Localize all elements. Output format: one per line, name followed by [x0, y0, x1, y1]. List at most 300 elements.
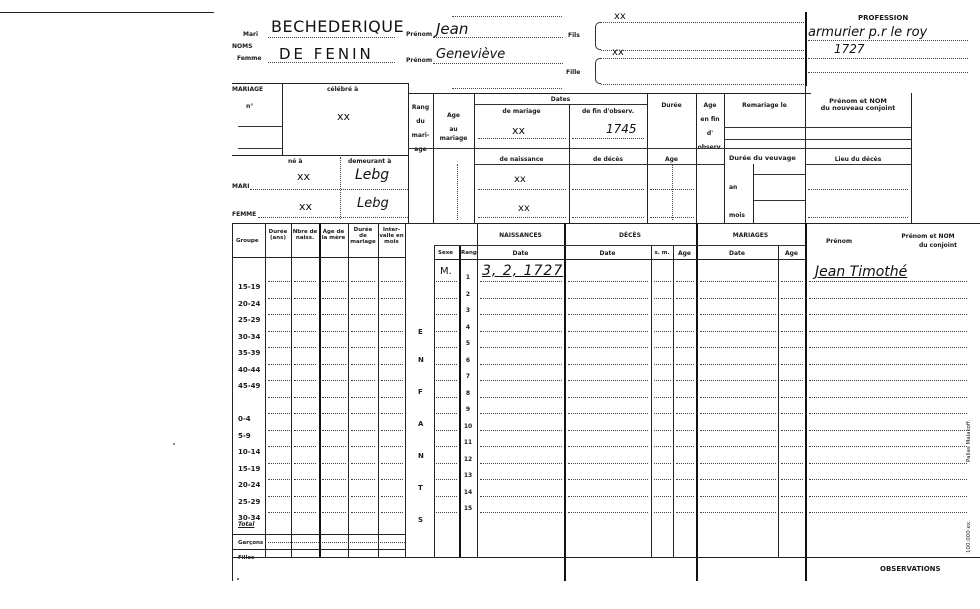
naissance-line	[480, 512, 562, 513]
femme-age-line	[650, 217, 694, 218]
deces-age-line	[676, 281, 694, 282]
group-label: 45-49	[238, 382, 261, 390]
cell-line	[322, 380, 346, 381]
col-sm	[651, 245, 652, 557]
remariage-col-line	[724, 93, 725, 223]
sexe-line	[436, 463, 457, 464]
cell-line	[381, 463, 403, 464]
deces-age-line	[676, 463, 694, 464]
mari-prenom-line	[433, 37, 563, 38]
profession-line-2	[808, 58, 968, 59]
numero-line-1	[238, 126, 282, 127]
femme-deces-line	[572, 217, 644, 218]
group-label: 20-24	[238, 481, 261, 489]
deces-line	[568, 314, 648, 315]
fille-bracket	[595, 58, 601, 84]
mariage-date-line	[700, 314, 776, 315]
mariage-age-line	[781, 512, 803, 513]
mariage-date-line	[700, 331, 776, 332]
fille-label: Fille	[566, 69, 581, 76]
cell-line	[381, 512, 403, 513]
deces-line	[568, 347, 648, 348]
deces-age-line	[676, 298, 694, 299]
profession-year: 1727	[834, 42, 865, 56]
naissance-line	[480, 463, 562, 464]
cell-line	[381, 413, 403, 414]
naissances-sub-rule	[434, 245, 564, 246]
cell-line	[294, 364, 316, 365]
children-top-rule	[232, 223, 980, 224]
cell-line	[268, 463, 290, 464]
mariage-top-rule	[232, 83, 408, 84]
duree-label: Durée	[661, 102, 682, 109]
sexe-line	[436, 281, 457, 282]
cell-line	[268, 446, 290, 447]
naissances-label: NAISSANCES	[499, 232, 542, 239]
duree-veuvage-label: Durée du veuvage	[729, 154, 796, 162]
mariage-date-line	[700, 413, 776, 414]
age-dotted-separator	[457, 164, 458, 220]
group-label: 40-44	[238, 365, 261, 374]
cell-line	[381, 446, 403, 447]
col-naissance-date	[477, 223, 478, 557]
rang-l1: Rang	[411, 104, 430, 111]
cell-line	[351, 347, 375, 348]
cell-line	[294, 298, 316, 299]
cell-line	[381, 364, 403, 365]
deces-age-line	[676, 512, 694, 513]
col-nbre	[291, 223, 292, 557]
enfants-letter: N	[418, 356, 424, 364]
sm-line	[654, 496, 671, 497]
cell-line	[268, 430, 290, 431]
pc-l1: Prénom et NOM	[901, 233, 955, 240]
fils-line-2	[601, 50, 804, 51]
deces-line	[568, 430, 648, 431]
cell-line	[351, 413, 375, 414]
pc-l2: du conjoint	[919, 242, 957, 249]
enfants-letter: S	[418, 516, 424, 524]
femme-naissance-value: xx	[518, 203, 530, 214]
deces-age-line	[676, 331, 694, 332]
group-label: 30-34	[238, 332, 261, 341]
cell-line	[322, 281, 346, 282]
mariage-age-line	[781, 446, 803, 447]
stray-dot	[173, 443, 175, 445]
rank-number: 3	[465, 307, 471, 314]
mariage-age-line	[781, 347, 803, 348]
mariage-age-line	[781, 364, 803, 365]
cell-line	[294, 380, 316, 381]
conjoint-divider	[805, 223, 807, 581]
mariage-date-line	[700, 364, 776, 365]
conjoint-line-1	[805, 127, 911, 128]
fille-mark: xx	[612, 47, 624, 58]
sexe-line	[436, 347, 457, 348]
mariage-date-line	[700, 281, 776, 282]
sm-line	[654, 298, 671, 299]
mari-row-line	[250, 189, 408, 190]
left-border	[232, 223, 233, 581]
cell-line	[294, 347, 316, 348]
date-mariage-line	[478, 138, 566, 139]
lieu-sub-rule	[805, 164, 911, 165]
da-l2: (ans)	[270, 235, 286, 241]
cell-line	[268, 298, 290, 299]
mariage-age-line	[781, 479, 803, 480]
mariage-age-line	[781, 298, 803, 299]
deces-age-label: Age	[677, 250, 691, 257]
sexe-line	[436, 298, 457, 299]
deces-line	[568, 413, 648, 414]
cell-line	[381, 380, 403, 381]
cell-line	[294, 281, 316, 282]
nn-l2: naiss.	[295, 235, 315, 241]
fille-line-1	[601, 58, 804, 59]
naissance-line	[480, 496, 562, 497]
profession-line-1	[808, 40, 968, 41]
age-l3: mariage	[439, 135, 468, 142]
mariages-label: MARIAGES	[732, 232, 769, 239]
deces-date-label: Date	[599, 250, 616, 257]
naissance-line	[480, 397, 562, 398]
rang-mariage-label	[408, 104, 433, 153]
group-label: 0-4	[238, 415, 251, 423]
printer-credit: Pallas Malakoff.	[966, 419, 972, 462]
sm-line	[654, 413, 671, 414]
top-left-rule	[0, 12, 214, 13]
naissance-line	[480, 314, 562, 315]
deces-age-line	[676, 479, 694, 480]
group-label: 10-14	[238, 448, 261, 456]
rank-number: 15	[463, 505, 473, 512]
cell-line	[322, 430, 346, 431]
cell-line	[351, 397, 375, 398]
mariage-date-line	[700, 298, 776, 299]
am-l2: la mère	[321, 235, 346, 241]
sm-label: s. m.	[654, 250, 670, 256]
cell-line	[322, 496, 346, 497]
cell-line	[268, 347, 290, 348]
rank-number: 8	[465, 389, 471, 397]
veuvage-line-2	[753, 200, 805, 201]
rank-number: 1	[465, 274, 471, 281]
sexe-line	[436, 331, 457, 332]
rang-label: Rang	[461, 250, 477, 256]
cell-line	[268, 331, 290, 332]
conjoint-line	[809, 331, 967, 332]
de-deces-label: de décès	[592, 156, 623, 163]
rank-number: 10	[463, 422, 473, 430]
print-run: 100.000 ex.	[966, 520, 972, 553]
cell-line	[381, 347, 403, 348]
cell-line	[322, 413, 346, 414]
fin-observ-line	[572, 138, 644, 139]
femme-prenom-value: Geneviève	[436, 47, 506, 62]
femme-demeurant-value: Lebg	[357, 196, 389, 211]
prenom-nom-nouveau-conjoint-label	[805, 98, 911, 112]
naissance-line	[480, 479, 562, 480]
demeurant-label: demeurant à	[348, 158, 392, 165]
mari-label: Mari	[243, 31, 259, 38]
cell-line	[351, 314, 375, 315]
cell-line	[351, 463, 375, 464]
sexe-line	[436, 413, 457, 414]
mari-demeurant-value: Lebg	[355, 167, 390, 183]
cell-line	[322, 331, 346, 332]
enfants-letter: A	[418, 420, 424, 428]
an-label: an	[729, 184, 738, 191]
femme-prenom-label: Prénom	[406, 57, 433, 64]
cell-line	[268, 397, 290, 398]
nn-l1: Nbre de	[292, 229, 318, 235]
dm-l2: de	[359, 233, 367, 239]
mari-prenom-value: Jean	[436, 20, 469, 38]
rank-number: 12	[463, 455, 473, 463]
mariage-date-line	[700, 380, 776, 381]
cell-line	[351, 496, 375, 497]
cell-line	[294, 331, 316, 332]
veuvage-line-1	[753, 174, 805, 175]
cell-line	[351, 331, 375, 332]
conjoint-line-2	[805, 139, 911, 140]
deces-sub-rule	[564, 245, 805, 246]
mariage-age-line	[781, 496, 803, 497]
deces-divider	[564, 223, 566, 581]
cell-line	[322, 479, 346, 480]
mariages-divider	[696, 223, 698, 581]
deces-line	[568, 479, 648, 480]
conjoint-line	[809, 479, 967, 480]
iv-l2: valle en	[379, 233, 404, 239]
prenom-nom-conjoint-label	[880, 233, 976, 249]
cell-line	[268, 479, 290, 480]
rank-number: 6	[465, 356, 471, 364]
cell-line	[322, 512, 346, 513]
sm-line	[654, 397, 671, 398]
sexe-line	[436, 314, 457, 315]
rank-number: 14	[463, 488, 473, 496]
deces-line	[568, 463, 648, 464]
femme-row-line	[258, 217, 408, 218]
cell-line	[294, 413, 316, 414]
sm-line	[654, 281, 671, 282]
enfants-letter: F	[418, 388, 423, 396]
col-age-mere	[319, 223, 321, 557]
prenom-label: Prénom	[826, 238, 853, 245]
naissance-sub-rule	[474, 164, 725, 165]
profession-line-3	[808, 72, 968, 73]
rank-number: 2	[465, 290, 471, 298]
lieu-line-2	[808, 217, 908, 218]
cell-line	[381, 281, 403, 282]
mari-row-label: MARI	[232, 183, 250, 190]
mariage-label: MARIAGE	[232, 86, 264, 93]
group-label: 35-39	[238, 349, 261, 357]
cell-line	[322, 397, 346, 398]
col-mariages-age	[778, 245, 779, 557]
cell-line	[294, 479, 316, 480]
col-deces-age	[673, 245, 674, 557]
naissance-line	[480, 298, 562, 299]
mariage-col-1	[282, 83, 283, 155]
cell-line	[294, 397, 316, 398]
fille-line-2	[601, 84, 804, 85]
iv-l1: Inter-	[382, 227, 401, 233]
child1-sexe: M.	[440, 266, 452, 277]
sexe-line	[436, 496, 457, 497]
age-deces-label: Age	[664, 156, 678, 163]
mari-nom-value: BECHEDERIQUE	[271, 17, 405, 36]
naissance-line	[480, 446, 562, 447]
conjoint-line	[809, 496, 967, 497]
cell-line	[294, 430, 316, 431]
deces-age-line	[676, 496, 694, 497]
cell-line	[294, 463, 316, 464]
col-sexe	[434, 245, 435, 557]
deces-line	[568, 380, 648, 381]
noms-label: NOMS	[232, 43, 253, 50]
right-outer-line	[911, 93, 912, 223]
mid-dotted-line	[452, 88, 562, 89]
cell-line	[294, 496, 316, 497]
iv-l3: mois	[384, 239, 399, 245]
sm-line	[654, 331, 671, 332]
am-l1: Age de	[322, 229, 345, 235]
mari-age-line	[650, 189, 694, 190]
profession-value: armurier p.r le roy	[808, 25, 928, 40]
remariage-line-1	[724, 127, 805, 128]
sm-line	[654, 347, 671, 348]
da-l1: Durée	[268, 229, 288, 235]
rang-l2: du	[416, 118, 425, 125]
mari-prenom-label: Prénom	[406, 31, 433, 38]
deces-line	[568, 281, 648, 282]
nbre-naiss-label	[291, 229, 319, 241]
femme-prenom-line	[433, 63, 563, 64]
group-label: 20-24	[238, 299, 261, 308]
femme-nom-line	[268, 62, 395, 63]
mariage-age-line	[781, 463, 803, 464]
lieu-deces-label: Lieu du décès	[834, 156, 882, 163]
ne-a-top-rule	[232, 155, 408, 156]
cell-line	[322, 364, 346, 365]
col-intervalle	[378, 223, 379, 557]
rank-number: 4	[465, 323, 471, 331]
cell-line	[268, 413, 290, 414]
mariage-age-line	[781, 331, 803, 332]
mois-label: mois	[729, 212, 746, 219]
mariage-date-line	[700, 397, 776, 398]
mari-naissance-line	[478, 189, 566, 190]
cell-line	[381, 314, 403, 315]
deces-age-line	[676, 413, 694, 414]
sexe-line	[436, 364, 457, 365]
sexe-line	[436, 397, 457, 398]
deces-age-line	[676, 364, 694, 365]
date-mariage-value: xx	[512, 124, 526, 137]
mariage-date-line	[700, 512, 776, 513]
numero-line-2	[238, 148, 282, 149]
naissance-line	[480, 413, 562, 414]
dm-l1: Durée	[353, 227, 373, 233]
dates-top-rule	[408, 93, 811, 94]
cell-line	[381, 397, 403, 398]
cell-line	[381, 298, 403, 299]
group-label: 25-29	[238, 316, 261, 324]
conjoint-line	[809, 314, 967, 315]
cell-line	[351, 364, 375, 365]
deces-line	[568, 397, 648, 398]
deces-age-line	[676, 380, 694, 381]
conjoint-line	[809, 463, 967, 464]
cell-line	[322, 347, 346, 348]
cell-line	[294, 446, 316, 447]
cell-line	[381, 496, 403, 497]
naissance-line	[480, 347, 562, 348]
age-l2: au	[449, 126, 458, 133]
mari-deces-line	[572, 189, 644, 190]
mari-ne-value: xx	[297, 170, 311, 183]
celebre-label: célébré à	[327, 86, 359, 93]
celebre-value: xx	[337, 110, 351, 123]
conjoint-line	[809, 380, 967, 381]
sm-line	[654, 380, 671, 381]
top-dotted-line	[452, 16, 562, 17]
cell-line	[351, 430, 375, 431]
conjoint-line	[809, 413, 967, 414]
mariages-age-label: Age	[784, 250, 798, 257]
mariage-date-line	[700, 463, 776, 464]
age-fin-l1: Age	[703, 102, 717, 109]
observations-label: OBSERVATIONS	[880, 565, 941, 573]
naissance-line	[480, 430, 562, 431]
conjoint-line	[809, 347, 967, 348]
cell-line	[268, 512, 290, 513]
total-label: Total	[238, 521, 255, 528]
duree-ans-label	[265, 229, 291, 241]
mariage-age-line	[781, 281, 803, 282]
sexe-line	[436, 380, 457, 381]
rank-number: 9	[465, 406, 471, 413]
fin-observ-value: 1745	[606, 122, 637, 136]
conjoint-line	[809, 281, 967, 282]
conjoint-line	[809, 430, 967, 431]
mariage-age-line	[781, 413, 803, 414]
femme-nom-value: DE FENIN	[279, 45, 374, 63]
age-deces-dotted-separator	[672, 164, 673, 220]
mariages-date-label: Date	[729, 250, 745, 257]
age-fin-l2: en fin	[700, 116, 720, 123]
conjoint-line	[809, 364, 967, 365]
conjoint-line	[809, 446, 967, 447]
cell-line	[294, 512, 316, 513]
cell-line	[381, 479, 403, 480]
rank-number: 11	[463, 439, 473, 446]
femme-naissance-line	[478, 217, 566, 218]
deces-line	[568, 331, 648, 332]
fils-bracket	[595, 22, 601, 50]
duree-mariage-label	[348, 227, 378, 245]
deces-line	[568, 496, 648, 497]
enfants-letter: E	[418, 328, 423, 336]
mari-nom-line	[268, 37, 395, 38]
deces-line	[568, 512, 648, 513]
fils-line-1	[601, 22, 804, 23]
header-bottom-rule	[232, 257, 405, 258]
mid-rule	[408, 148, 911, 149]
deces-age-line	[676, 347, 694, 348]
